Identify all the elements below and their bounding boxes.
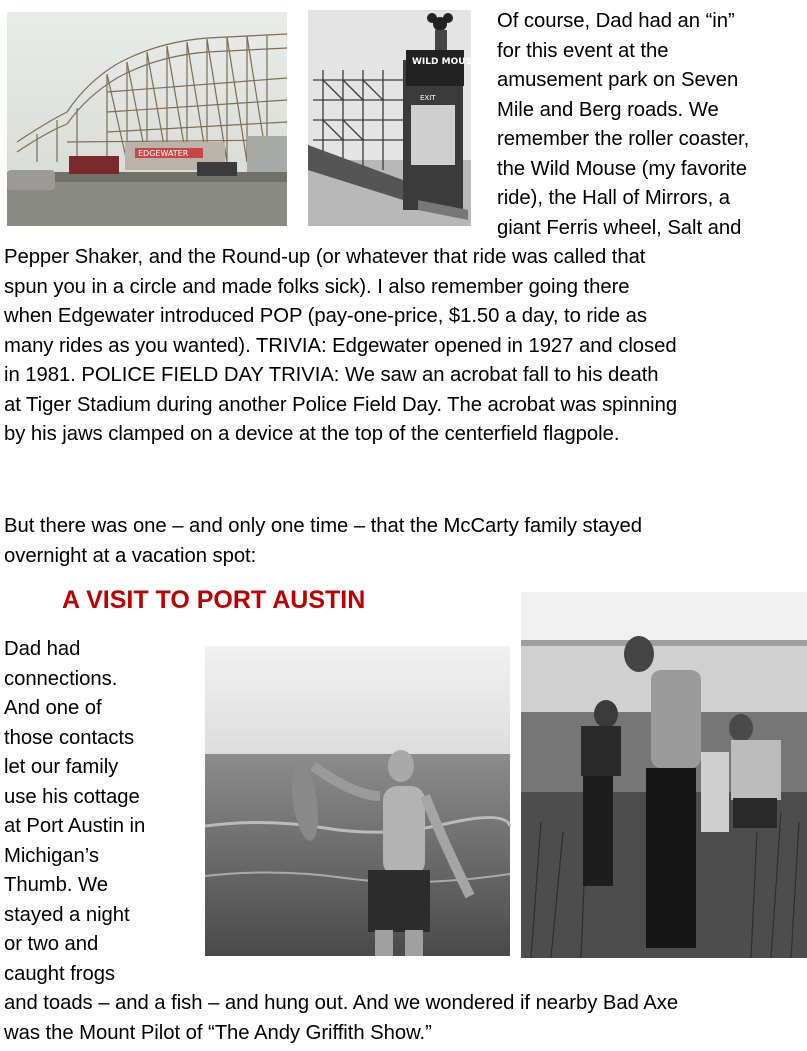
intro-line: Mile and Berg roads. We xyxy=(497,98,719,121)
port-austin-line: Thumb. We xyxy=(4,874,108,896)
intro-line: for this event at the xyxy=(497,39,669,62)
port-austin-line: stayed a night xyxy=(4,903,130,926)
port-austin-line: use his cottage xyxy=(4,785,140,808)
transition-line: But there was one – and only one time – that the McCarty family stayed xyxy=(4,515,642,537)
port-austin-line: let our family xyxy=(4,756,119,778)
intro-line: remember the roller coaster, xyxy=(497,128,750,150)
port-austin-line: Michigan’s xyxy=(4,844,99,867)
intro-line: giant Ferris wheel, Salt and xyxy=(497,216,742,239)
port-austin-line: and toads – and a fish – and hung out. And we wondered if nearby Bad Axe xyxy=(4,992,679,1014)
section-heading: A VISIT TO PORT AUSTIN xyxy=(62,586,366,614)
intro-line: Pepper Shaker, and the Round-up (or whatever that ride was called that xyxy=(4,246,646,268)
intro-line: amusement park on Seven xyxy=(497,69,739,91)
port-austin-line: at Port Austin in xyxy=(4,815,146,837)
intro-line: ride), the Hall of Mirrors, a xyxy=(497,187,730,209)
intro-line: Of course, Dad had an “in” xyxy=(497,10,735,32)
intro-line: the Wild Mouse (my favorite xyxy=(497,157,747,180)
port-austin-line: And one of xyxy=(4,697,102,719)
intro-line: when Edgewater introduced POP (pay-one-price, $1.50 a day, to ride as xyxy=(4,305,647,327)
boys-at-shore-photo xyxy=(521,592,807,958)
port-austin-line: connections. xyxy=(4,667,118,690)
man-holding-fish-photo xyxy=(205,646,510,956)
edgewater-sign-text: EDGEWATER xyxy=(138,149,189,158)
wild-mouse-photo xyxy=(308,10,479,226)
roller-coaster-photo xyxy=(7,12,287,226)
port-austin-line: Dad had xyxy=(4,638,81,660)
wild-mouse-sign-text: WILD MOUSE xyxy=(412,57,479,67)
intro-line: many rides as you wanted). TRIVIA: Edgewater opened in 1927 and closed xyxy=(4,334,677,357)
intro-line: in 1981. POLICE FIELD DAY TRIVIA: We saw an acrobat fall to his death xyxy=(4,364,659,386)
port-austin-line: caught frogs xyxy=(4,962,116,985)
port-austin-line: or two and xyxy=(4,933,99,955)
port-austin-line: was the Mount Pilot of “The Andy Griffith Show.” xyxy=(4,1021,432,1044)
transition-line: overnight at a vacation spot: xyxy=(4,544,257,567)
intro-line: by his jaws clamped on a device at the top of the centerfield flagpole. xyxy=(4,423,620,445)
intro-line: spun you in a circle and made folks sick). I also remember going there xyxy=(4,275,630,298)
exit-sign-text: EXIT xyxy=(420,94,436,102)
intro-line: at Tiger Stadium during another Police Field Day. The acrobat was spinning xyxy=(4,393,678,416)
port-austin-line: those contacts xyxy=(4,726,135,749)
